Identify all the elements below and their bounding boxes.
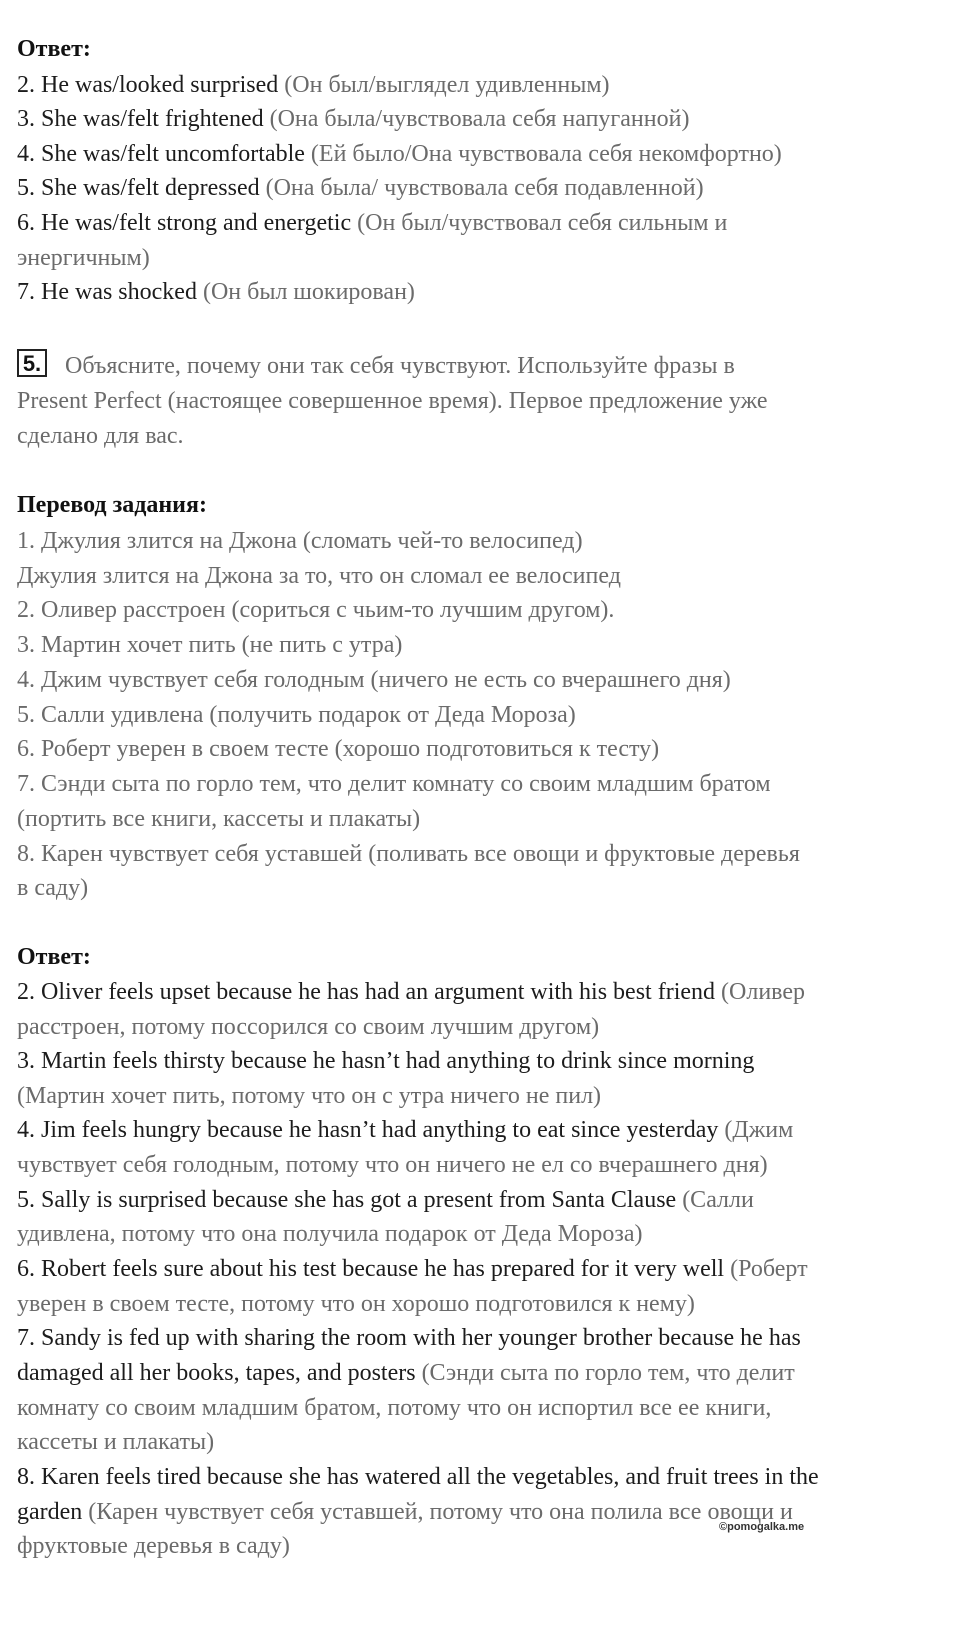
translation-line: 6. Роберт уверен в своем тесте (хорошо подготовиться к тесту): [17, 736, 660, 762]
answer-line: чувствует себя голодным, потому что он ничего не ел со вчерашнего дня): [17, 1152, 768, 1178]
answer-line: комнату со своим младшим братом, потому что он испортил все ее книги,: [17, 1395, 772, 1421]
answer-line: уверен в своем тесте, потому что он хорошо подготовился к нему): [17, 1291, 695, 1317]
translation-line: 5. Салли удивлена (получить подарок от Деда Мороза): [17, 702, 576, 728]
answer-line: фруктовые деревья в саду): [17, 1533, 290, 1559]
answer-line: 7. Sandy is fed up with sharing the room with her younger brother because he has: [17, 1325, 801, 1351]
answer-line: кассеты и плакаты): [17, 1429, 215, 1455]
translation-line: (портить все книги, кассеты и плакаты): [17, 806, 421, 832]
translation-line: Джулия злится на Джона за то, что он сломал ее велосипед: [17, 563, 621, 589]
answer-line: энергичным): [17, 245, 150, 271]
answer-line: (Мартин хочет пить, потому что он с утра ничего не пил): [17, 1083, 602, 1109]
translation-line: 1. Джулия злится на Джона (сломать чей-то велосипед): [17, 528, 583, 554]
answer-line: 3. Martin feels thirsty because he hasn’t had anything to drink since morning: [17, 1048, 755, 1074]
translation-line: 4. Джим чувствует себя голодным (ничего не есть со вчерашнего дня): [17, 667, 731, 693]
answer-line: 2. He was/looked surprised (Он был/выглядел удивленным): [17, 72, 610, 98]
answer-line: 7. He was shocked (Он был шокирован): [17, 279, 415, 305]
task-5-instruction: сделано для вас.: [17, 423, 184, 449]
task-5-instruction: Present Perfect (настоящее совершенное время). Первое предложение уже: [17, 388, 768, 414]
translation-heading: Перевод задания:: [17, 492, 207, 518]
answer-line: 2. Oliver feels upset because he has had an argument with his best friend (Оливер: [17, 979, 806, 1005]
answer-line: 6. Robert feels sure about his test because he has prepared for it very well (Роберт: [17, 1256, 808, 1282]
answer-line: 4. She was/felt uncomfortable (Ей было/Она чувствовала себя некомфортно): [17, 141, 782, 167]
answer-line: 5. Sally is surprised because she has got a present from Santa Clause (Салли: [17, 1187, 754, 1213]
answer-heading-1: Ответ:: [17, 36, 91, 62]
watermark: ©pomogalka.me: [719, 1521, 805, 1533]
answer-line: 5. She was/felt depressed (Она была/ чувствовала себя подавленной): [17, 175, 704, 201]
answer-line: 8. Karen feels tired because she has watered all the vegetables, and fruit trees in the: [17, 1464, 819, 1490]
translation-line: 2. Оливер расстроен (сориться с чьим-то лучшим другом).: [17, 597, 615, 623]
answer-line: удивлена, потому что она получила подарок от Деда Мороза): [17, 1221, 643, 1247]
answer-line: garden (Карен чувствует себя уставшей, потому что она полила все овощи и: [17, 1499, 793, 1525]
answer-heading-2: Ответ:: [17, 944, 91, 970]
task-number-box: 5.: [17, 349, 47, 377]
task-5-instruction: 5. Объясните, почему они так себя чувствуют. Используйте фразы в: [17, 348, 735, 385]
translation-line: 8. Карен чувствует себя уставшей (поливать все овощи и фруктовые деревья: [17, 841, 800, 867]
translation-line: 7. Сэнди сыта по горло тем, что делит комнату со своим младшим братом: [17, 771, 771, 797]
answer-line: 4. Jim feels hungry because he hasn’t had anything to eat since yesterday (Джим: [17, 1117, 794, 1143]
translation-line: 3. Мартин хочет пить (не пить с утра): [17, 632, 403, 658]
answer-line: расстроен, потому поссорился со своим лучшим другом): [17, 1014, 600, 1040]
translation-line: в саду): [17, 875, 89, 901]
answer-line: damaged all her books, tapes, and posters (Сэнди сыта по горло тем, что делит: [17, 1360, 795, 1386]
answer-line: 3. She was/felt frightened (Она была/чувствовала себя напуганной): [17, 106, 690, 132]
answer-line: 6. He was/felt strong and energetic (Он был/чувствовал себя сильным и: [17, 210, 728, 236]
